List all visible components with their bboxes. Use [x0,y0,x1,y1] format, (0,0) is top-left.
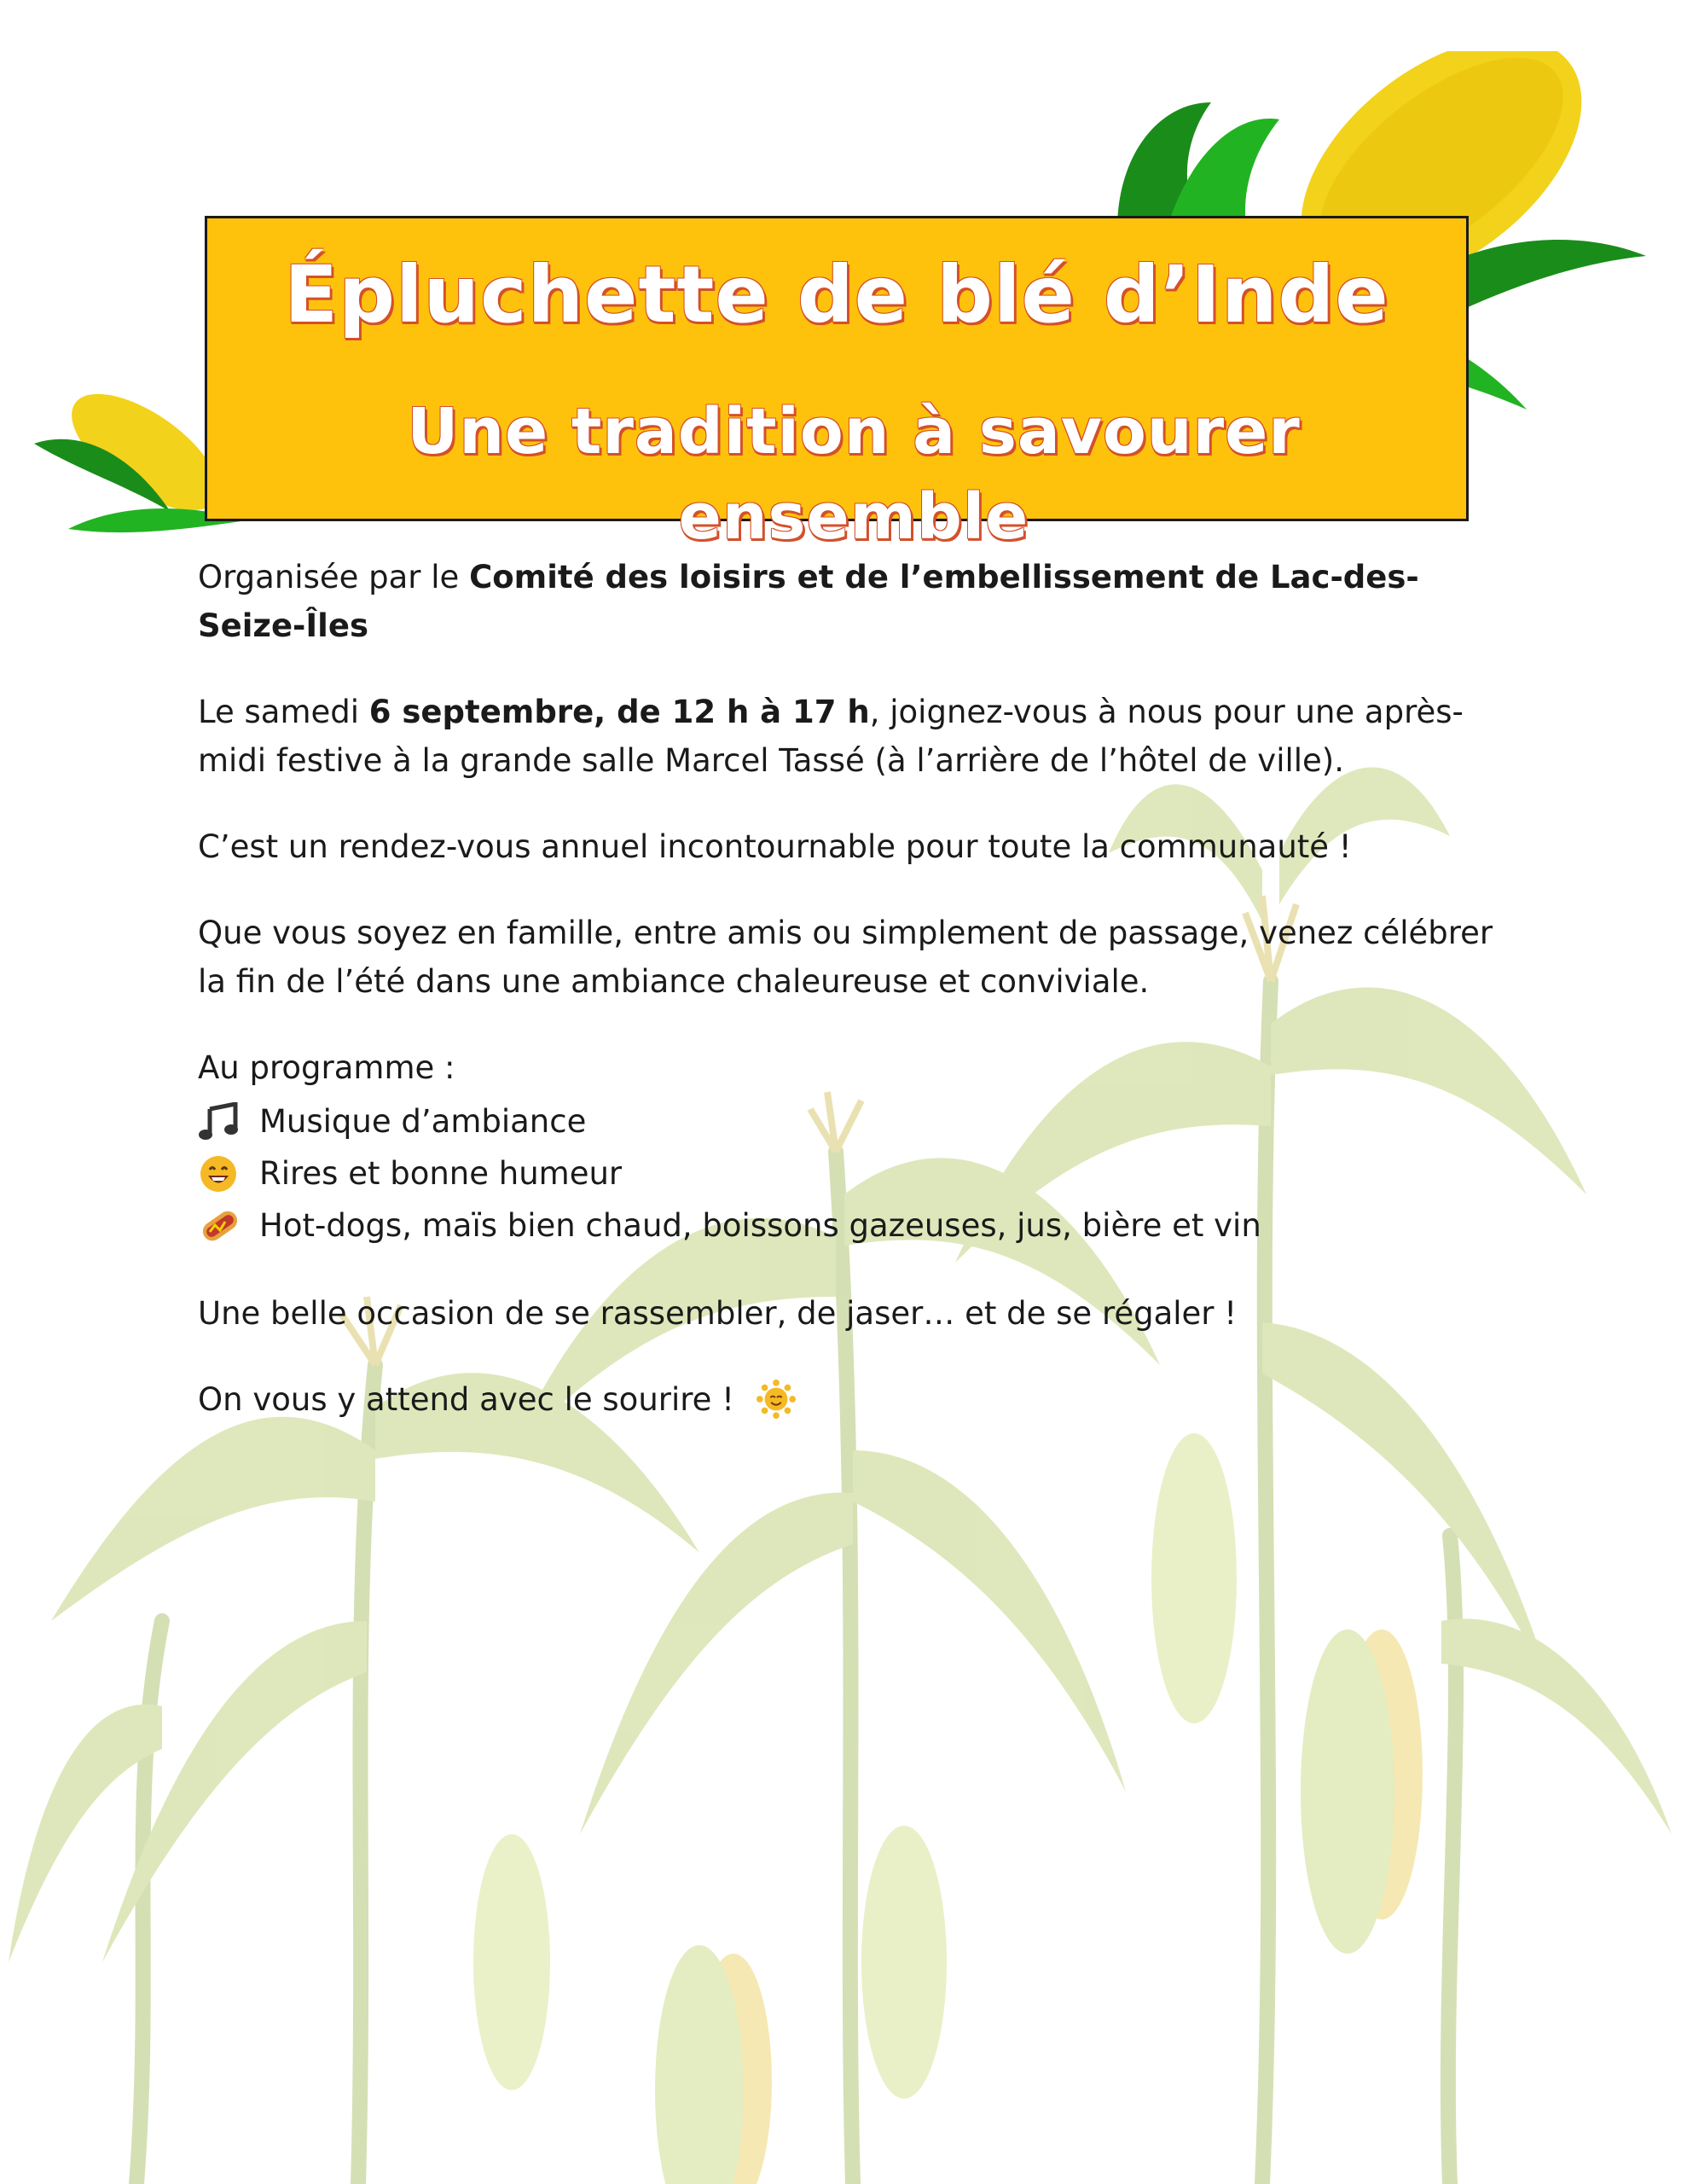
page-title: Épluchette de blé d’Inde [284,249,1389,340]
hotdog-icon [198,1206,244,1246]
gathering-paragraph: Une belle occasion de se rassembler, de jaser… et de se régaler ! [198,1295,1238,1332]
program-item-label: Musique d’ambiance [259,1103,587,1140]
list-item [198,1095,1494,1147]
smiling-sun-icon [757,1380,796,1419]
date-prefix: Le samedi [198,694,369,730]
organizer-paragraph [198,553,1494,650]
invitation-paragraph: Que vous soyez en famille, entre amis ou simplement de passage, venez célébrer la fin de l’été dans une ambiance chaleureuse et conviviale. [198,915,1493,1000]
program-item-label: Rires et bonne humeur [259,1155,623,1192]
organizer-prefix: Organisée par le [198,559,470,595]
organizer-name: Comité des loisirs et de l’embellissement de Lac-des-Seize-Îles [198,559,1419,644]
event-date-time: 6 septembre, de 12 h à 17 h [368,694,870,730]
title-banner [205,216,1469,554]
date-suffix: , joignez-vous à nous pour une après-midi festive à la grande salle Marcel Tassé (à l’arrière de l’hôtel de ville). [198,694,1464,779]
program-list [198,1095,1494,1252]
list-item [198,1199,1494,1252]
annual-paragraph: C’est un rendez-vous annuel incontournable pour toute la communauté ! [198,828,1352,865]
program-heading: Au programme : [198,1049,455,1086]
event-description [198,553,1494,1461]
date-paragraph [198,688,1494,785]
closing-text: On vous y attend avec le sourire ! [198,1381,735,1418]
list-item [198,1147,1494,1199]
grinning-face-icon [198,1154,244,1194]
program-item-label: Hot-dogs, maïs bien chaud, boissons gazeuses, jus, bière et vin [259,1207,1261,1244]
music-notes-icon [198,1102,244,1141]
page-subtitle: Une tradition à savourer ensemble [407,395,1301,554]
closing-paragraph [198,1375,1494,1424]
